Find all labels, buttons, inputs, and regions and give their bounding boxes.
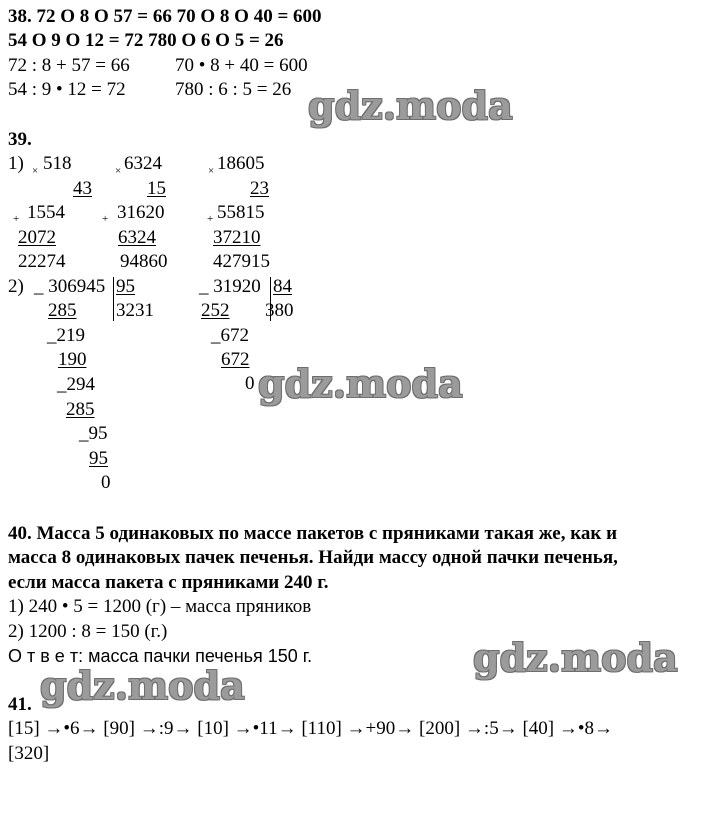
watermark: gdz.moda [258, 361, 463, 406]
task-38-line1: 38. 72 O 8 O 57 = 66 70 O 8 O 40 = 600 [8, 6, 322, 27]
watermark: gdz.moda [473, 635, 678, 680]
mult-factor-a: 18605 [217, 153, 265, 174]
task-39-title: 39. [8, 129, 32, 150]
task-38-solution-2: 70 • 8 + 40 = 600 [175, 55, 308, 76]
plus-sign: + [13, 213, 20, 225]
partial-product-1: 55815 [217, 202, 265, 223]
division-step: 285 [48, 300, 77, 321]
times-sign: × [115, 165, 122, 177]
division-step: _672 [211, 325, 249, 346]
answer-label: О т в е т [8, 646, 79, 666]
plus-sign: + [102, 213, 109, 225]
division-quotient: 3231 [116, 300, 154, 321]
division-label: 2) [8, 276, 24, 297]
partial-product-2: 37210 [213, 227, 261, 248]
division-quotient: 380 [265, 300, 294, 321]
task-38-solution-3: 54 : 9 • 12 = 72 [8, 79, 126, 100]
task-41-title: 41. [8, 694, 32, 715]
plus-sign: + [207, 213, 214, 225]
division-step: _219 [47, 325, 85, 346]
division-step: _95 [79, 423, 108, 444]
division-step: 0 [245, 373, 255, 394]
division-dividend: _ 31920 [199, 276, 261, 297]
task-41-result: [320] [8, 743, 50, 764]
task-38-line2: 54 O 9 O 12 = 72 780 O 6 O 5 = 26 [8, 30, 284, 51]
task-38-solution-1: 72 : 8 + 57 = 66 [8, 55, 130, 76]
watermark: gdz.moda [308, 83, 513, 128]
division-step: 0 [101, 472, 111, 493]
division-step: _294 [57, 374, 95, 395]
mult-factor-a: 518 [43, 153, 72, 174]
task-38-solution-4: 780 : 6 : 5 = 26 [175, 79, 292, 100]
product-result: 94860 [120, 251, 168, 272]
division-divisor: 95 [116, 276, 135, 297]
partial-product-2: 2072 [18, 227, 56, 248]
partial-product-2: 6324 [118, 227, 156, 248]
times-sign: × [208, 165, 215, 177]
answer-text: : масса пачки печенья 150 г. [78, 646, 313, 666]
division-bar [113, 277, 114, 321]
task-41-chain: [15] →•6→ [90] →:9→ [10] →•11→ [110] →+90→ [200] →:5→ [40] →•8→ [8, 718, 613, 739]
division-divisor: 84 [273, 276, 292, 297]
task-40-line2: масса 8 одинаковых пачек печенья. Найди массу одной пачки печенья, [8, 547, 618, 568]
mult-factor-b: 23 [250, 178, 269, 199]
watermark: gdz.moda [40, 663, 245, 708]
division-step: 285 [66, 399, 95, 420]
times-sign: × [32, 165, 39, 177]
division-step: 252 [201, 300, 230, 321]
division-step: 672 [221, 349, 250, 370]
task-40-line1: 40. Масса 5 одинаковых по массе пакетов с пряниками такая же, как и [8, 523, 618, 544]
mult-factor-b: 43 [73, 178, 92, 199]
division-step: 95 [89, 448, 108, 469]
division-dividend: _ 306945 [34, 276, 106, 297]
mult-label: 1) [8, 153, 24, 174]
partial-product-1: 31620 [117, 202, 165, 223]
task-40-solution-2: 2) 1200 : 8 = 150 (г.) [8, 621, 168, 642]
task-40-solution-1: 1) 240 • 5 = 1200 (г) – масса пряников [8, 596, 312, 617]
division-step: 190 [58, 349, 87, 370]
product-result: 22274 [18, 251, 66, 272]
mult-factor-a: 6324 [124, 153, 162, 174]
product-result: 427915 [213, 251, 270, 272]
task-40-line3: если масса пакета с пряниками 240 г. [8, 572, 329, 593]
partial-product-1: 1554 [27, 202, 65, 223]
mult-factor-b: 15 [147, 178, 166, 199]
